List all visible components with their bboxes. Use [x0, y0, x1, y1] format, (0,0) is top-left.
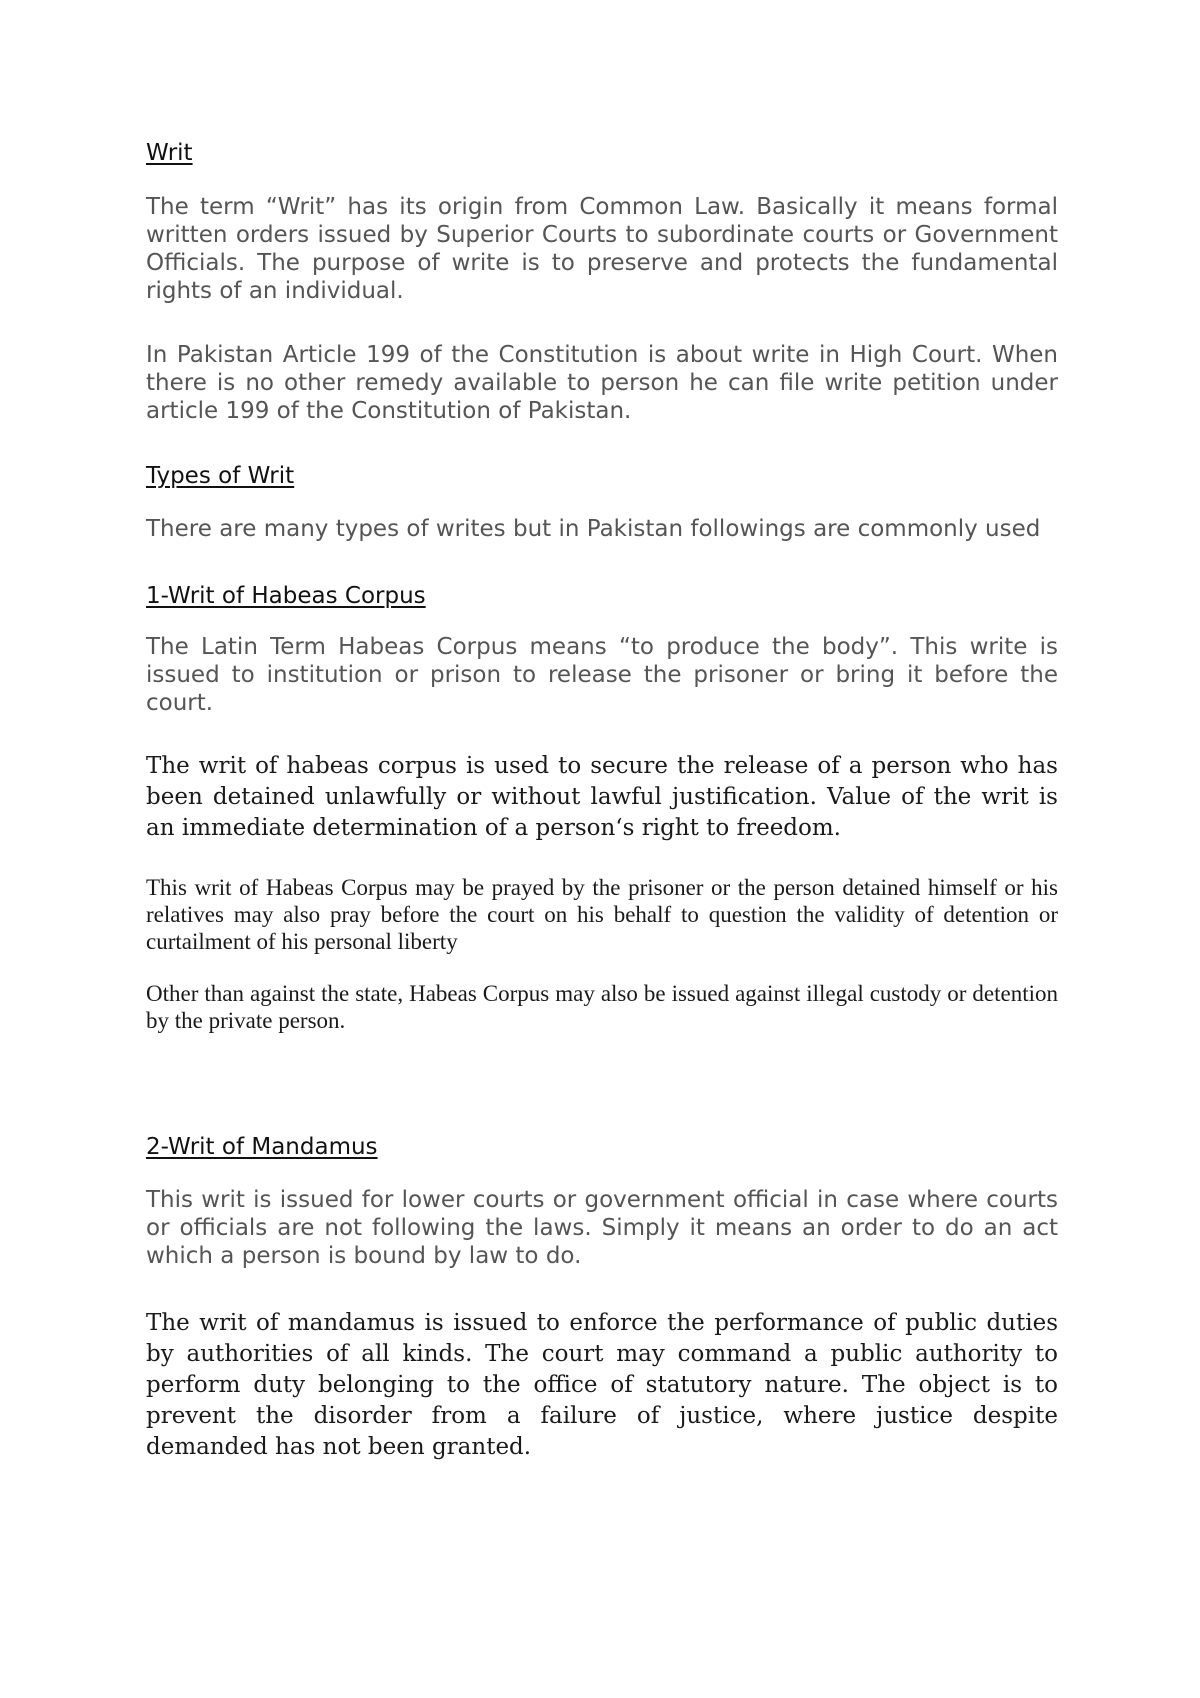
paragraph-types-of-writ: There are many types of writes but in Pakistan followings are commonly used	[146, 516, 1041, 542]
document-page	[146, 138, 1058, 1463]
paragraph-habeas-private: Other than against the state, Habeas Corpus may also be issued against illegal custody or detention by the private person.	[146, 981, 1058, 1033]
heading-mandamus: 2-Writ of Mandamus	[146, 1134, 378, 1160]
paragraph-habeas-prayed: This writ of Habeas Corpus may be prayed by the prisoner or the person detained himself or his relatives may also pray before the court on his behalf to question the validity of detention or curtailment of his personal liberty	[146, 875, 1058, 954]
paragraph-mandamus-definition: This writ is issued for lower courts or government official in case where courts or officials are not following the laws. Simply it means an order to do an act which a person is bound by law to do.	[146, 1187, 1058, 1269]
paragraph-habeas-purpose: The writ of habeas corpus is used to secure the release of a person who has been detained unlawfully or without lawful justification. Value of the writ is an immediate determination of a person‘s right to freedom.	[146, 753, 1058, 841]
paragraph-mandamus-enforce: The writ of mandamus is issued to enforce the performance of public duties by authorities of all kinds. The court may command a public authority to perform duty belonging to the office of statutory nature. The object is to prevent the disorder from a failure of justice, where justice despite demanded has not been granted.	[146, 1310, 1058, 1460]
heading-writ: Writ	[146, 140, 193, 166]
heading-types-of-writ: Types of Writ	[146, 463, 295, 489]
heading-habeas-corpus: 1-Writ of Habeas Corpus	[146, 583, 426, 609]
paragraph-writ-pakistan: In Pakistan Article 199 of the Constitution is about write in High Court. When there is no other remedy available to person he can file write petition under article 199 of the Constitution of Pakistan.	[146, 342, 1058, 424]
paragraph-habeas-latin: The Latin Term Habeas Corpus means “to produce the body”. This write is issued to institution or prison to release the prisoner or bring it before the court.	[146, 634, 1058, 716]
paragraph-writ-origin: The term “Writ” has its origin from Common Law. Basically it means formal written orders issued by Superior Courts to subordinate courts or Government Officials. The purpose of write is to preserve and protects the fundamental rights of an individual.	[146, 194, 1058, 304]
